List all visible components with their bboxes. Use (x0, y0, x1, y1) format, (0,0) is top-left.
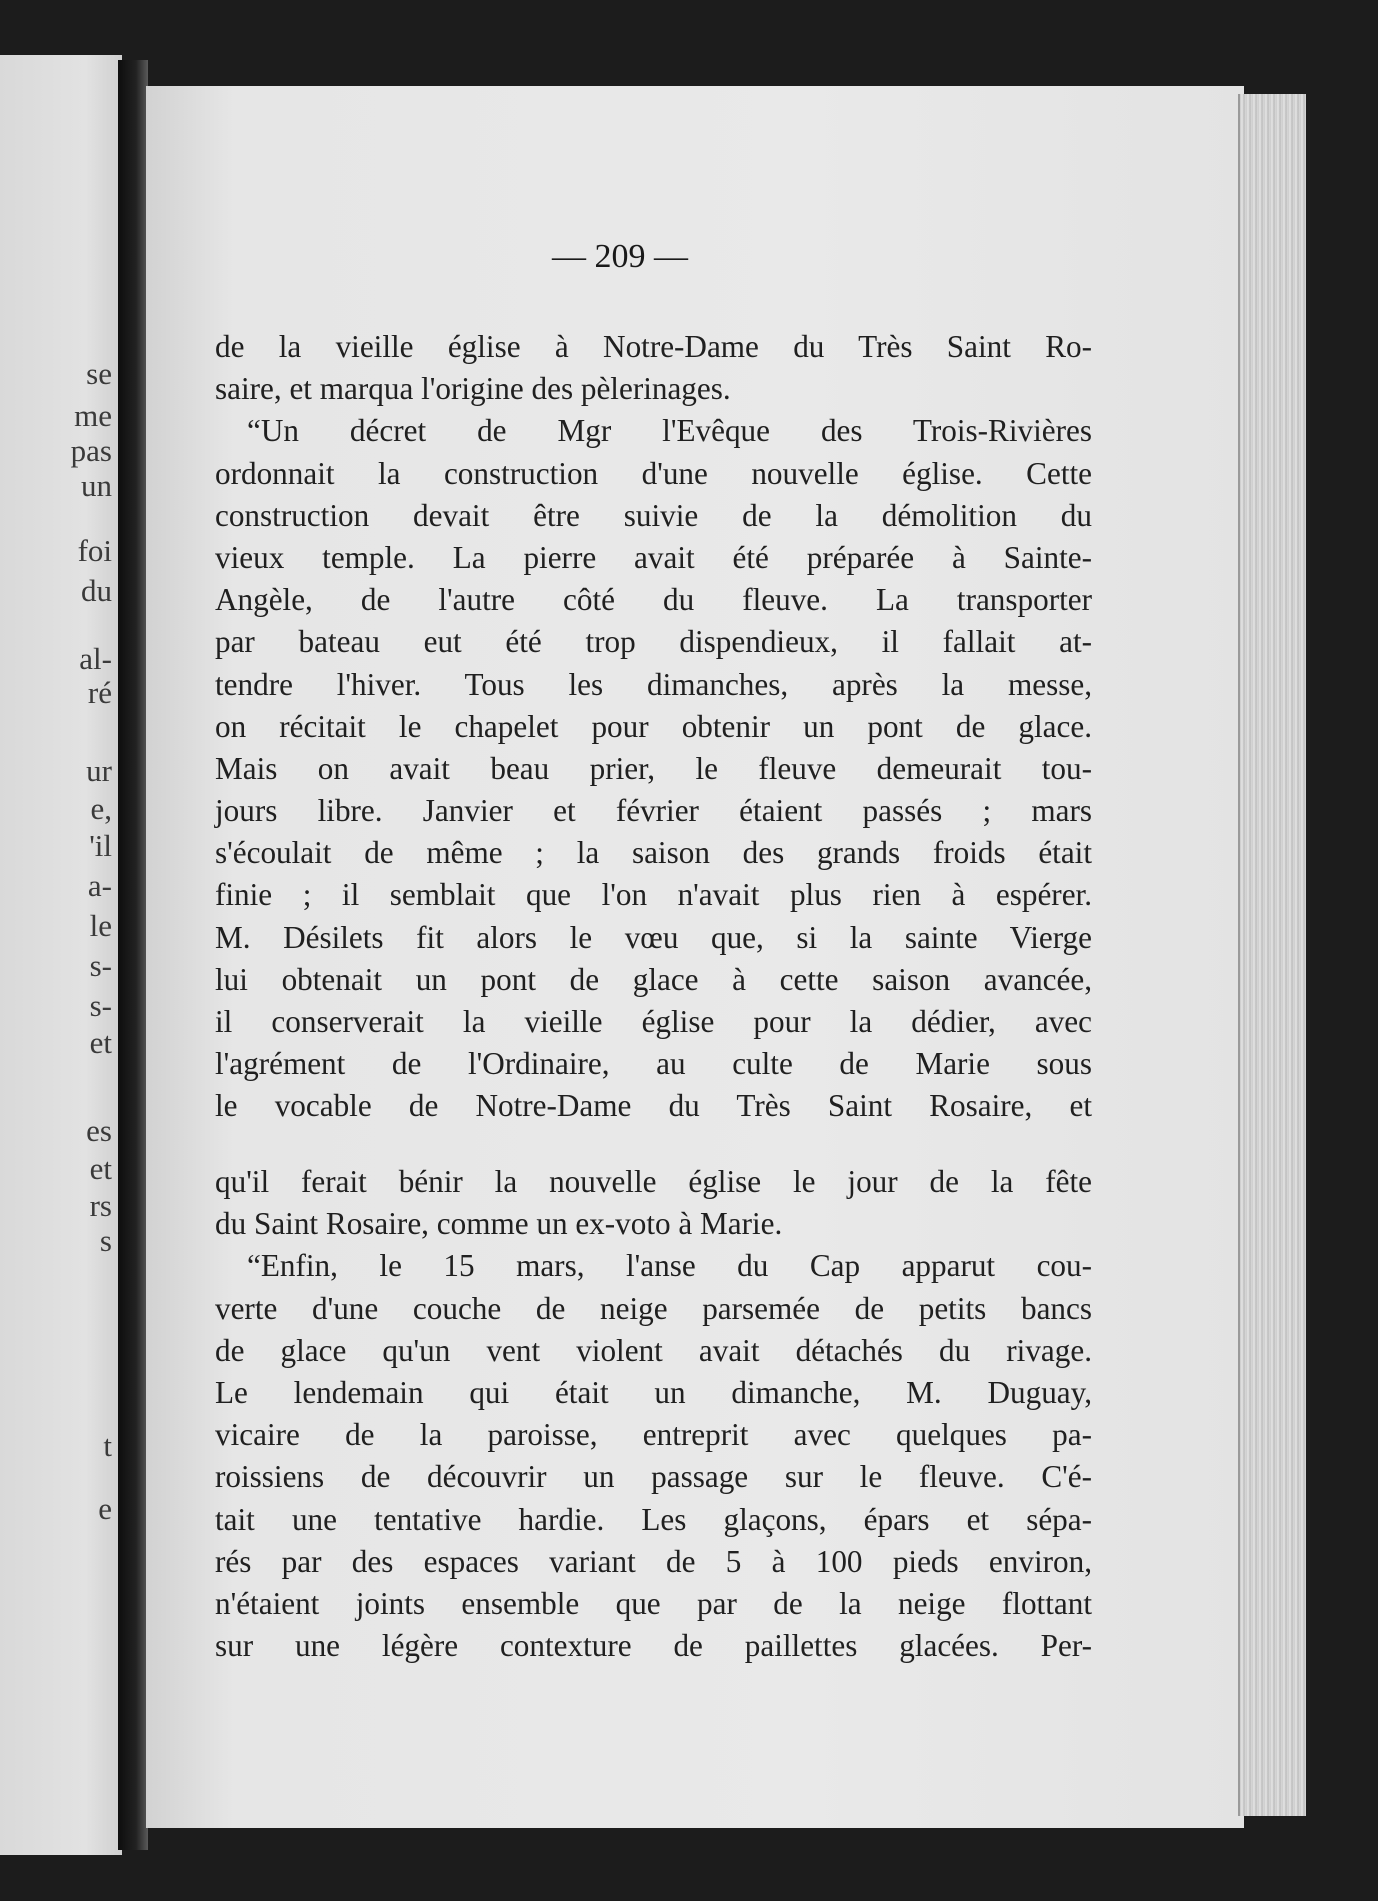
text-line: “Un décret de Mgr l'Evêque des Trois-Rivières (247, 413, 1092, 449)
left-page-fragment: rs (89, 1188, 112, 1223)
left-page-fragment: ur (86, 753, 112, 788)
left-page-fragment: 'il (89, 828, 112, 863)
text-line: s'écoulait de même ; la saison des grands froids était (215, 835, 1092, 871)
left-page-fragment: se (86, 356, 112, 391)
text-line: Le lendemain qui était un dimanche, M. Duguay, (215, 1374, 1092, 1410)
text-line: le vocable de Notre-Dame du Très Saint Rosaire, et (215, 1088, 1092, 1124)
text-line: rés par des espaces variant de 5 à 100 pieds environ, (215, 1543, 1092, 1579)
left-page-fragment: et (89, 1151, 112, 1186)
left-page-fragment: e (98, 1491, 112, 1526)
left-page-fragment: al- (79, 641, 112, 676)
text-line: M. Désilets fit alors le vœu que, si la sainte Vierge (215, 919, 1092, 955)
text-line: tendre l'hiver. Tous les dimanches, après la messe, (215, 666, 1092, 702)
text-line: vicaire de la paroisse, entreprit avec quelques pa- (215, 1417, 1092, 1453)
left-page-fragment: s- (89, 988, 112, 1023)
text-line: n'étaient joints ensemble que par de la neige flottant (215, 1585, 1092, 1621)
left-page-fragment: s- (89, 948, 112, 983)
left-page-fragment: le (89, 908, 112, 943)
text-line: “Enfin, le 15 mars, l'anse du Cap apparut cou- (247, 1248, 1092, 1284)
text-line: lui obtenait un pont de glace à cette saison avancée, (215, 961, 1092, 997)
left-facing-page (0, 55, 122, 1855)
left-page-fragment: foi (77, 533, 112, 568)
text-line: de la vieille église à Notre-Dame du Très Saint Ro- (215, 329, 1092, 364)
text-line: sur une légère contexture de paillettes glacées. Per- (215, 1628, 1092, 1664)
left-page-fragment: du (81, 573, 112, 608)
left-page-fragment: pas (70, 433, 112, 468)
text-line: finie ; il semblait que l'on n'avait plus rien à espérer. (215, 877, 1092, 913)
text-line: par bateau eut été trop dispendieux, il fallait at- (215, 624, 1092, 660)
left-page-fragment: et (89, 1025, 112, 1060)
text-line: saire, et marqua l'origine des pèlerinages. (215, 371, 731, 407)
text-line: jours libre. Janvier et février étaient passés ; mars (215, 793, 1092, 829)
left-page-fragment: t (103, 1428, 112, 1463)
text-line: de glace qu'un vent violent avait détachés du rivage. (215, 1332, 1092, 1368)
page-edges (1238, 94, 1306, 1816)
left-page-fragment: s (99, 1223, 112, 1258)
text-line: il conserverait la vieille église pour la dédier, avec (215, 1004, 1092, 1039)
left-page-fragment: es (86, 1113, 112, 1148)
text-line: tait une tentative hardie. Les glaçons, épars et sépa- (215, 1501, 1092, 1537)
text-line: l'agrément de l'Ordinaire, au culte de Marie sous (215, 1046, 1092, 1082)
page-number: — 209 — (552, 238, 688, 275)
text-line: Mais on avait beau prier, le fleuve demeurait tou- (215, 750, 1092, 786)
text-line: verte d'une couche de neige parsemée de petits bancs (215, 1290, 1092, 1326)
text-line: du Saint Rosaire, comme un ex-voto à Marie. (215, 1206, 783, 1242)
left-page-fragment: un (81, 468, 112, 503)
left-page-fragment: me (74, 398, 112, 433)
book-gutter (118, 60, 148, 1850)
text-line: Angèle, de l'autre côté du fleuve. La transporter (215, 582, 1092, 618)
text-line: qu'il ferait bénir la nouvelle église le jour de la fête (215, 1164, 1092, 1199)
text-block-lower (215, 1161, 1092, 1667)
text-block-upper (215, 326, 1092, 1128)
text-line: vieux temple. La pierre avait été préparée à Sainte- (215, 539, 1092, 575)
text-line: ordonnait la construction d'une nouvelle église. Cette (215, 455, 1092, 491)
text-line: construction devait être suivie de la démolition du (215, 497, 1092, 533)
left-page-fragment: e, (90, 791, 112, 826)
left-page-fragment: a- (87, 868, 112, 903)
left-page-fragment: ré (87, 675, 112, 710)
text-line: roissiens de découvrir un passage sur le fleuve. C'é- (215, 1459, 1092, 1495)
text-line: on récitait le chapelet pour obtenir un pont de glace. (215, 708, 1092, 744)
